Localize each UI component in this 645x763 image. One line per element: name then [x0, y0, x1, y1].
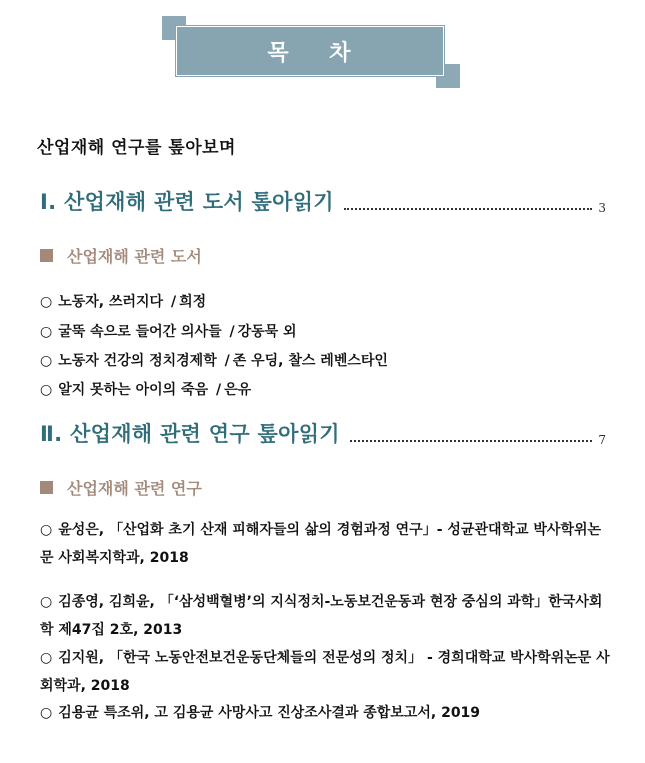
page-number: 3 — [598, 201, 606, 215]
toc-book-item[interactable] — [40, 350, 388, 370]
circle-bullet-icon: ○ — [40, 294, 53, 310]
square-bullet-icon — [40, 481, 53, 494]
dot-leader — [350, 440, 592, 442]
separator: / — [170, 294, 177, 310]
circle-bullet-icon: ○ — [40, 382, 53, 398]
toc-study-item[interactable] — [40, 588, 610, 644]
study-citation: 김지원, 「한국 노동안전보건운동단체들의 전문성의 정치」 - 경희대학교 박사학위논문 사회학과, 2018 — [40, 650, 610, 694]
book-author: 은유 — [224, 382, 252, 398]
separator: / — [229, 324, 235, 340]
toc-part-1[interactable] — [40, 186, 606, 216]
part-title: Ⅱ. 산업재해 관련 연구 톺아읽기 — [40, 422, 340, 446]
page-title: 목 차 — [267, 40, 353, 66]
toc-entry-intro[interactable]: 산업재해 연구를 톺아보며 — [37, 138, 236, 158]
study-citation: 김용균 특조위, 고 김용균 사망사고 진상조사결과 종합보고서, 2019 — [58, 705, 481, 721]
book-author: 희정 — [179, 294, 207, 310]
study-citation: 윤성은, 「산업화 초기 산재 피해자들의 삶의 경험과정 연구」- 성균관대학교 박사학위논문 사회복지학과, 2018 — [40, 522, 602, 566]
toc-part-2[interactable] — [40, 418, 606, 448]
toc-banner — [162, 16, 460, 88]
section-subtitle — [40, 244, 202, 267]
circle-bullet-icon: ○ — [40, 522, 53, 538]
banner-box — [176, 26, 444, 76]
book-author: 존 우딩, 찰스 레벤스타인 — [232, 353, 388, 369]
book-title: 노동자, 쓰러지다 — [58, 294, 164, 310]
separator: / — [215, 382, 222, 398]
book-title: 노동자 건강의 정치경제학 — [58, 353, 217, 369]
toc-study-item[interactable] — [40, 516, 610, 572]
circle-bullet-icon: ○ — [40, 324, 53, 340]
book-title: 굴뚝 속으로 들어간 의사들 — [58, 324, 222, 340]
toc-book-item[interactable] — [40, 379, 251, 399]
toc-book-item[interactable] — [40, 291, 206, 311]
page-number: 7 — [598, 433, 606, 447]
subtitle-text: 산업재해 관련 도서 — [67, 247, 202, 266]
book-author: 강동묵 외 — [237, 324, 297, 340]
circle-bullet-icon: ○ — [40, 353, 53, 369]
section-subtitle — [40, 476, 202, 499]
circle-bullet-icon: ○ — [40, 705, 53, 721]
toc-study-item[interactable] — [40, 699, 610, 727]
circle-bullet-icon: ○ — [40, 650, 53, 666]
toc-study-item[interactable] — [40, 644, 610, 700]
toc-book-item[interactable] — [40, 321, 297, 341]
study-citation: 김종영, 김희윤, 「‘삼성백혈병’의 지식정치-노동보건운동과 현장 중심의 과학」한국사회학 제47집 2호, 2013 — [40, 594, 603, 638]
subtitle-text: 산업재해 관련 연구 — [67, 479, 202, 498]
square-bullet-icon — [40, 249, 53, 262]
circle-bullet-icon: ○ — [40, 594, 53, 610]
part-title: Ⅰ. 산업재해 관련 도서 톺아읽기 — [40, 190, 334, 214]
book-title: 알지 못하는 아이의 죽음 — [58, 382, 209, 398]
separator: / — [224, 353, 230, 369]
dot-leader — [344, 208, 592, 210]
